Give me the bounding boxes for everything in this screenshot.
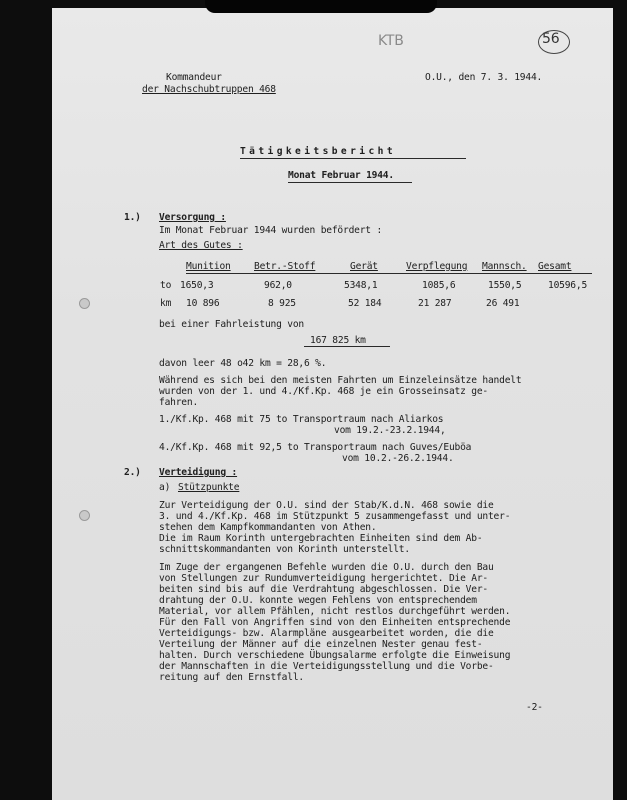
table-cell: 1650,3	[180, 280, 214, 291]
transport-2-line-1: 4./Kf.Kp. 468 mit 92,5 to Transportraum nach Guves/Euböa	[159, 442, 472, 453]
section-2-para-2-line: von Stellungen zur Rundumverteidigung hergerichtet. Die Ar-	[159, 573, 488, 584]
section-2-para-1-line: schnittskommandanten von Korinth unterstellt.	[159, 544, 410, 555]
document-subtitle: Monat Februar 1944.	[288, 170, 394, 181]
section-2-sub-label: a)	[159, 482, 171, 493]
table-cell: 8 925	[268, 298, 296, 309]
transport-2-line-2: vom 10.2.-26.2.1944.	[342, 453, 454, 464]
section-1-para-line: wurden von der 1. und 4./Kf.Kp. 468 je ein Grosseinsatz ge-	[159, 386, 488, 397]
section-2-para-1-line: Die im Raum Korinth untergebrachten Einheiten sind dem Ab-	[159, 533, 483, 544]
section-1-para-line: fahren.	[159, 397, 199, 408]
mileage-value: 167 825 km	[310, 335, 366, 346]
section-2-number: 2.)	[124, 467, 141, 478]
unit-line-1: Kommandeur	[166, 72, 222, 83]
table-cell: 52 184	[348, 298, 382, 309]
section-1-heading: Versorgung :	[159, 212, 226, 223]
document-page	[52, 8, 613, 800]
goods-label: Art des Gutes :	[159, 240, 243, 251]
row-unit: to	[160, 280, 172, 291]
section-2-para-2-line: Material, vor allem Pfählen, nicht restlos durchgeführt werden.	[159, 606, 511, 617]
section-2-para-2-line: drahtung der O.U. konnte wegen Fehlens von entsprechendem	[159, 595, 477, 606]
section-2-para-2-line: beiten sind bis auf die Verdrahtung abgeschlossen. Die Ver-	[159, 584, 488, 595]
col-header: Munition	[186, 261, 231, 272]
section-2-para-1-line: stehen dem Kampfkommandanten von Athen.	[159, 522, 377, 533]
punch-hole-bottom	[79, 510, 90, 521]
subtitle-underline	[288, 182, 412, 183]
archive-mark: KTB	[378, 33, 404, 49]
unit-line-2: der Nachschubtruppen 468	[142, 84, 276, 95]
section-2-para-2-line: der Mannschaften in die Verteidigungsstellung und die Vorbe-	[159, 661, 494, 672]
col-header: Gesamt	[538, 261, 572, 272]
section-2-para-1-line: Zur Verteidigung der O.U. sind der Stab/K.d.N. 468 sowie die	[159, 500, 494, 511]
page-stamp-number: 56	[542, 31, 560, 47]
table-cell: 26 491	[486, 298, 520, 309]
table-cell: 21 287	[418, 298, 452, 309]
empty-km-line: davon leer 48 o42 km = 28,6 %.	[159, 358, 327, 369]
punch-hole-top	[79, 298, 90, 309]
table-cell: 10 896	[186, 298, 220, 309]
section-2-para-2-line: Im Zuge der ergangenen Befehle wurden die O.U. durch den Bau	[159, 562, 494, 573]
section-2-para-2-line: halten. Durch verschiedene Übungsalarme erfolgte die Einweisung	[159, 650, 511, 661]
col-header: Gerät	[350, 261, 378, 272]
section-1-para-line: Während es sich bei den meisten Fahrten um Einzeleinsätze handelt	[159, 375, 522, 386]
table-header-rule	[186, 273, 592, 274]
row-unit: km	[160, 298, 172, 309]
mileage-underline	[304, 346, 390, 347]
section-2-heading: Verteidigung :	[159, 467, 238, 478]
section-1-intro: Im Monat Februar 1944 wurden befördert :	[159, 225, 383, 236]
col-header: Verpflegung	[406, 261, 468, 272]
section-2-para-2-line: Verteidigungs- bzw. Alarmpläne ausgearbeitet worden, die die	[159, 628, 494, 639]
transport-1-line-2: vom 19.2.-23.2.1944,	[334, 425, 446, 436]
table-cell: 1550,5	[488, 280, 522, 291]
table-cell: 10596,5	[548, 280, 588, 291]
place-date: O.U., den 7. 3. 1944.	[425, 72, 543, 83]
section-2-para-2-line: Verteilung der Männer auf die einzelnen Nester genau fest-	[159, 639, 483, 650]
table-cell: 1085,6	[422, 280, 456, 291]
table-cell: 962,0	[264, 280, 292, 291]
section-2-sub-heading: Stützpunkte	[178, 482, 240, 493]
section-2-para-2-line: reitung auf den Ernstfall.	[159, 672, 304, 683]
title-underline	[240, 158, 466, 159]
col-header: Mannsch.	[482, 261, 527, 272]
document-clip	[205, 0, 437, 13]
col-header: Betr.-Stoff	[254, 261, 316, 272]
document-title: Tätigkeitsbericht	[240, 146, 396, 157]
mileage-label: bei einer Fahrleistung von	[159, 319, 304, 330]
section-1-number: 1.)	[124, 212, 141, 223]
page-marker: -2-	[526, 702, 543, 713]
transport-1-line-1: 1./Kf.Kp. 468 mit 75 to Transportraum nach Aliarkos	[159, 414, 444, 425]
section-2-para-2-line: Für den Fall von Angriffen sind von den Einheiten entsprechende	[159, 617, 511, 628]
table-cell: 5348,1	[344, 280, 378, 291]
section-2-para-1-line: 3. und 4./Kf.Kp. 468 im Stützpunkt 5 zusammengefasst und unter-	[159, 511, 511, 522]
